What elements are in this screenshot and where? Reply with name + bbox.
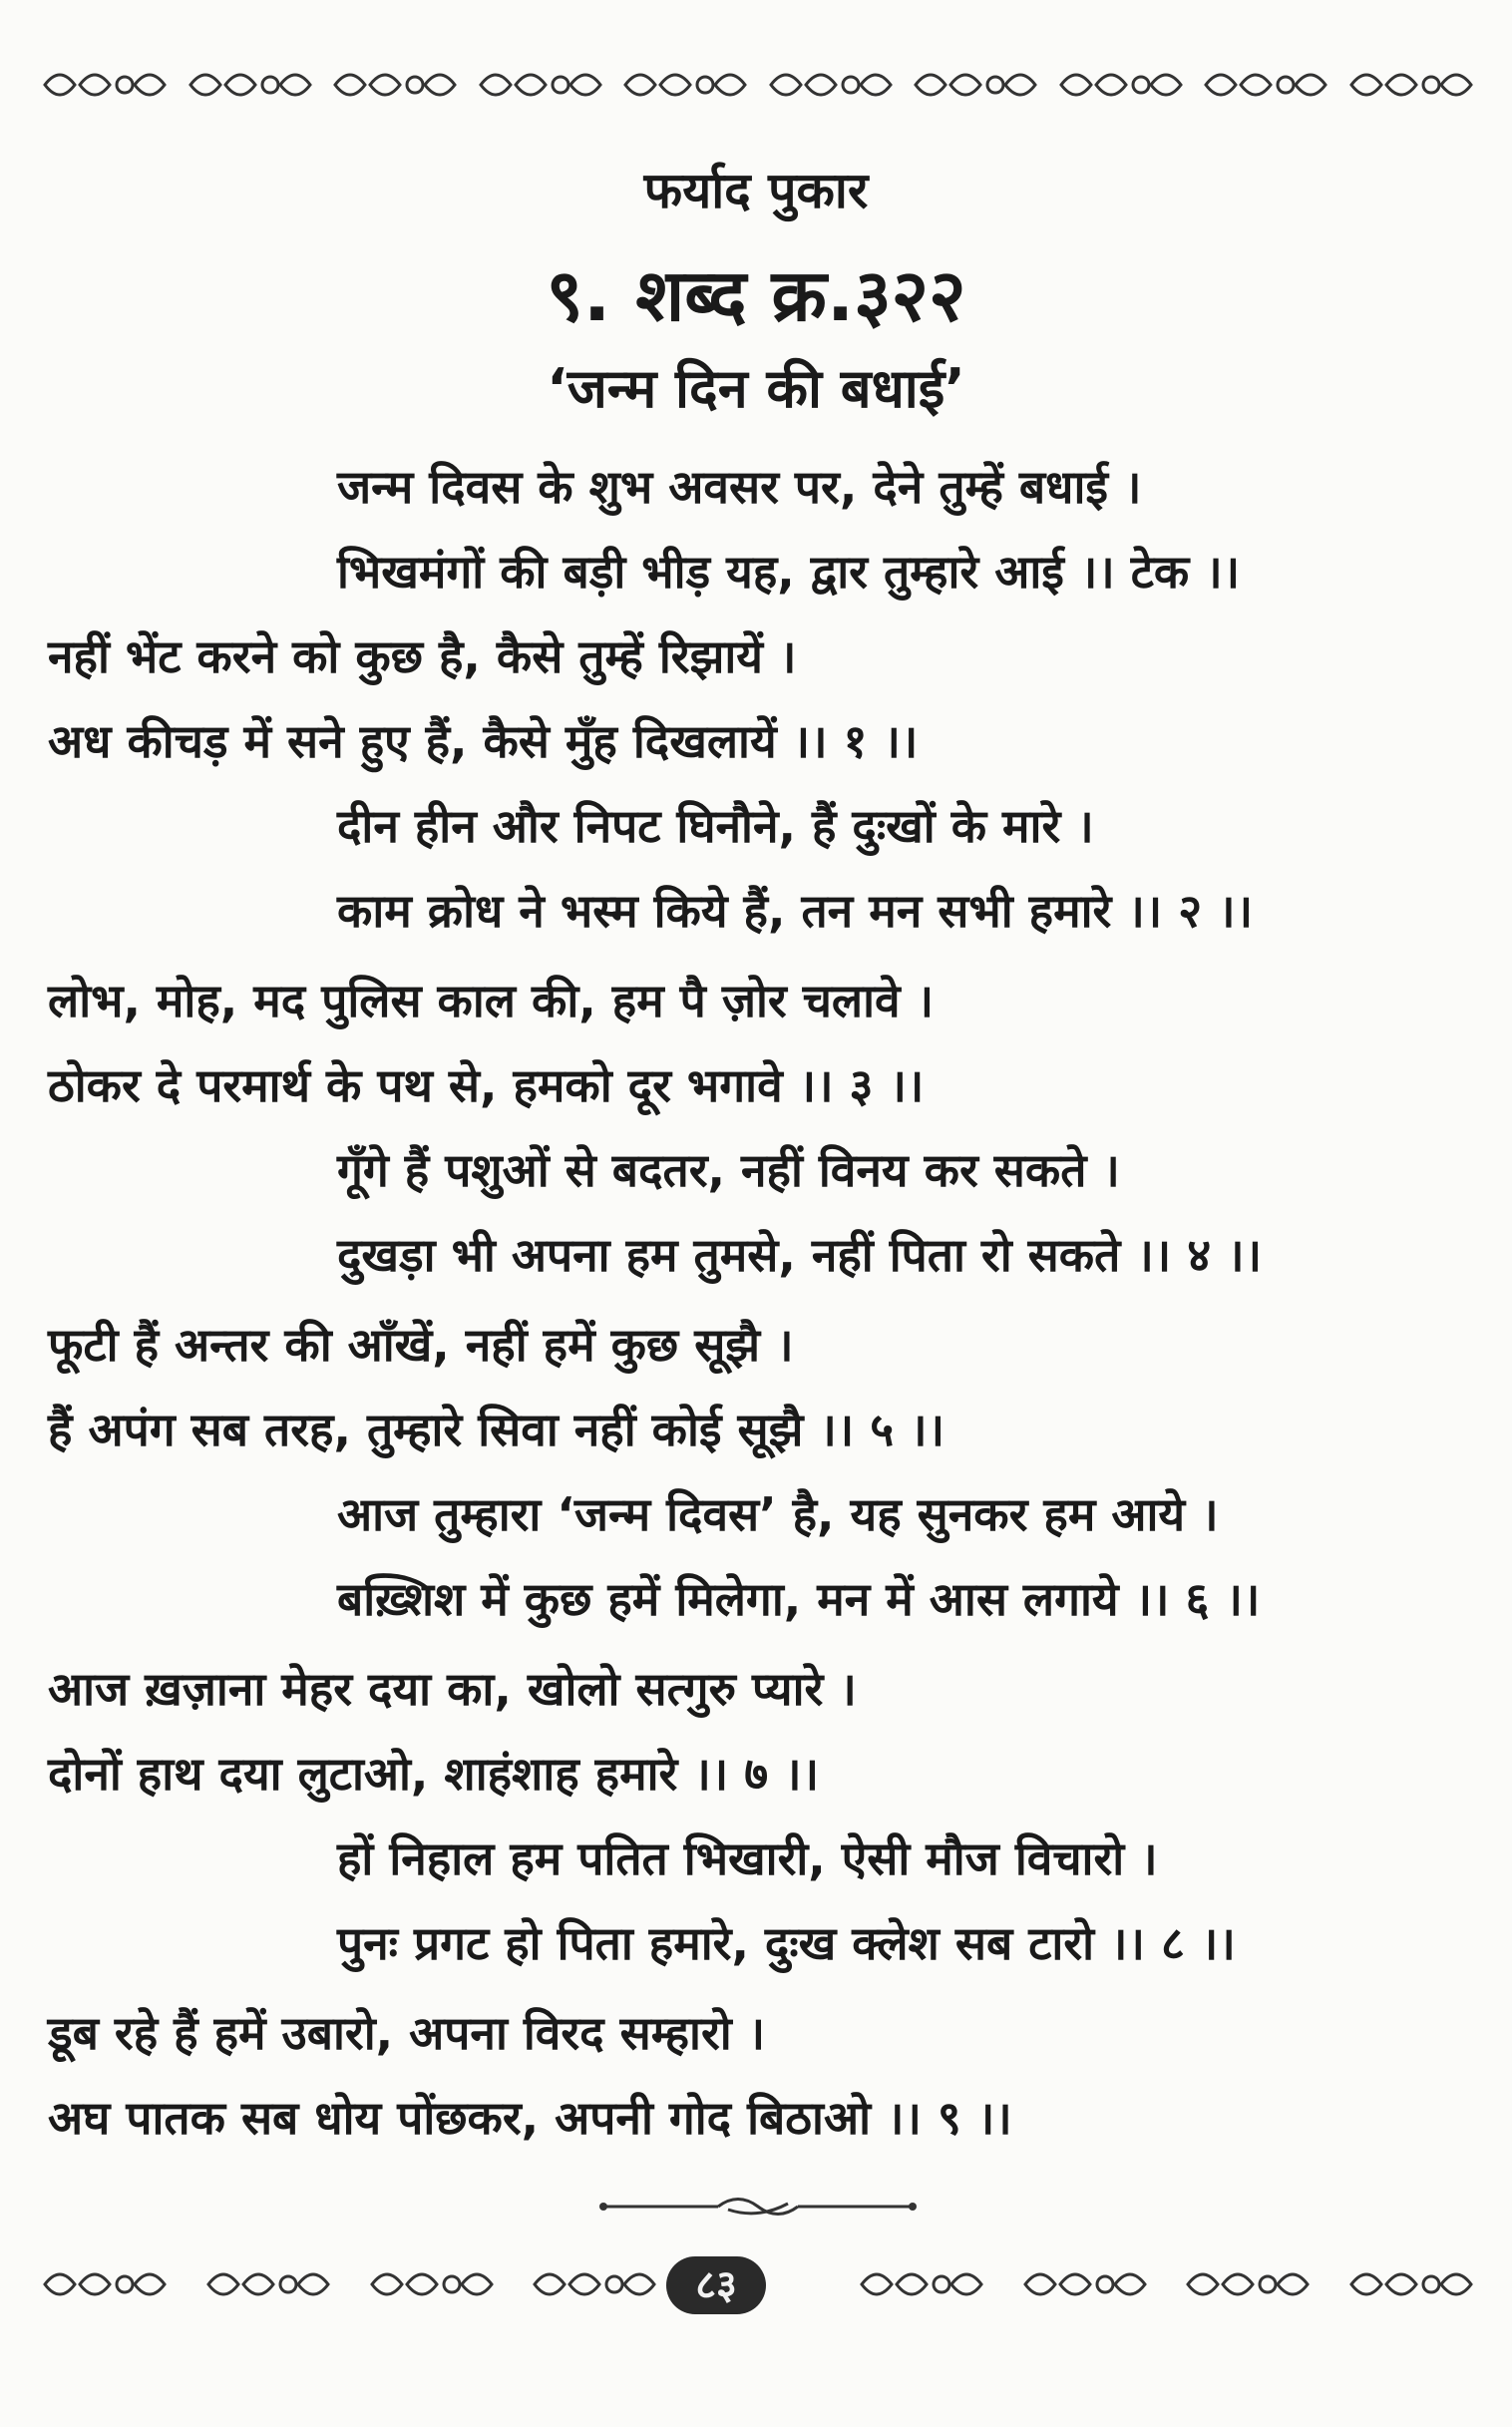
verse-line: अध कीचड़ में सने हुए हैं, कैसे मुँह दिखलायें ।। १ ।।	[48, 714, 919, 768]
verse-line: ठोकर दे परमार्थ के पथ से, हमको दूर भगावे ।। ३ ।।	[48, 1058, 925, 1112]
verse-line: फूटी हैं अन्तर की आँखें, नहीं हमें कुछ सूझै ।	[48, 1318, 794, 1372]
verse-line: आज तुम्हारा ‘जन्म दिवस’ है, यह सुनकर हम आये ।	[337, 1487, 1219, 1541]
verse-line: दीन हीन और निपट घिनौने, हैं दुःखों के मारे ।	[337, 799, 1094, 853]
verse-line: नहीं भेंट करने को कुछ है, कैसे तुम्हें रिझायें ।	[48, 629, 797, 683]
floral-ornament-icon	[857, 2259, 986, 2309]
floral-ornament-icon	[40, 60, 170, 110]
section-heading: फर्याद पुकार	[643, 162, 869, 219]
floral-ornament-icon	[1201, 60, 1330, 110]
verse-line: दोनों हाथ दया लुटाओ, शाहंशाह हमारे ।। ७ ।।	[48, 1747, 820, 1801]
verse-line: काम क्रोध ने भस्म किये हैं, तन मन सभी हमारे ।। २ ।।	[337, 884, 1254, 938]
floral-ornament-icon	[1020, 2259, 1150, 2309]
shabd-number-heading: ९. शब्द क्र.३२२	[546, 253, 966, 337]
verse-line: डूब रहे हैं हमें उबारो, अपना विरद सम्हारो ।	[48, 2006, 766, 2060]
floral-ornament-icon	[1183, 2259, 1313, 2309]
verse-line: हों निहाल हम पतित भिखारी, ऐसी मौज विचारो ।	[337, 1831, 1158, 1885]
verse-line: बख़्शिश में कुछ हमें मिलेगा, मन में आस लगाये ।। ६ ।।	[337, 1572, 1261, 1626]
poem-title: ‘जन्म दिन की बधाई’	[547, 357, 965, 420]
floral-ornament-icon	[330, 60, 460, 110]
verse-line: जन्म दिवस के शुभ अवसर पर, देने तुम्हें बधाई ।	[337, 460, 1142, 514]
verse-line: पुनः प्रगट हो पिता हमारे, दुःख क्लेश सब टारो ।। ८ ।।	[337, 1916, 1236, 1970]
top-ornamental-border	[40, 55, 1476, 115]
floral-ornament-icon	[766, 60, 896, 110]
floral-ornament-icon	[1346, 60, 1476, 110]
floral-ornament-icon	[1056, 60, 1186, 110]
page-number: ८३	[666, 2256, 766, 2314]
verse-line: दुखड़ा भी अपना हम तुमसे, नहीं पिता रो सकते ।। ४ ।।	[337, 1228, 1263, 1282]
verse-line: भिखमंगों की बड़ी भीड़ यह, द्वार तुम्हारे आई ।। टेक ।।	[337, 545, 1241, 599]
verse-line: अघ पातक सब धोय पोंछकर, अपनी गोद बिठाओ ।। ९ ।।	[48, 2091, 1012, 2145]
floral-ornament-icon	[203, 2259, 333, 2309]
verse-line: लोभ, मोह, मद पुलिस काल की, हम पै ज़ोर चलावे ।	[48, 974, 935, 1027]
verse-line: हैं अपंग सब तरह, तुम्हारे सिवा नहीं कोई सूझै ।। ५ ।।	[48, 1403, 945, 1456]
verse-line: गूँगे हैं पशुओं से बदतर, नहीं विनय कर सकते ।	[337, 1143, 1120, 1197]
floral-ornament-icon	[367, 2259, 497, 2309]
floral-ornament-icon	[40, 2259, 170, 2309]
floral-ornament-icon	[1346, 2259, 1476, 2309]
floral-ornament-icon	[620, 60, 750, 110]
floral-ornament-icon	[476, 60, 605, 110]
floral-ornament-icon	[911, 60, 1040, 110]
floral-ornament-icon	[530, 2259, 659, 2309]
floral-ornament-icon	[186, 60, 315, 110]
flourish-divider-icon	[598, 2190, 918, 2224]
verse-line: आज ख़ज़ाना मेहर दया का, खोलो सत्गुरु प्यारे ।	[48, 1662, 857, 1716]
